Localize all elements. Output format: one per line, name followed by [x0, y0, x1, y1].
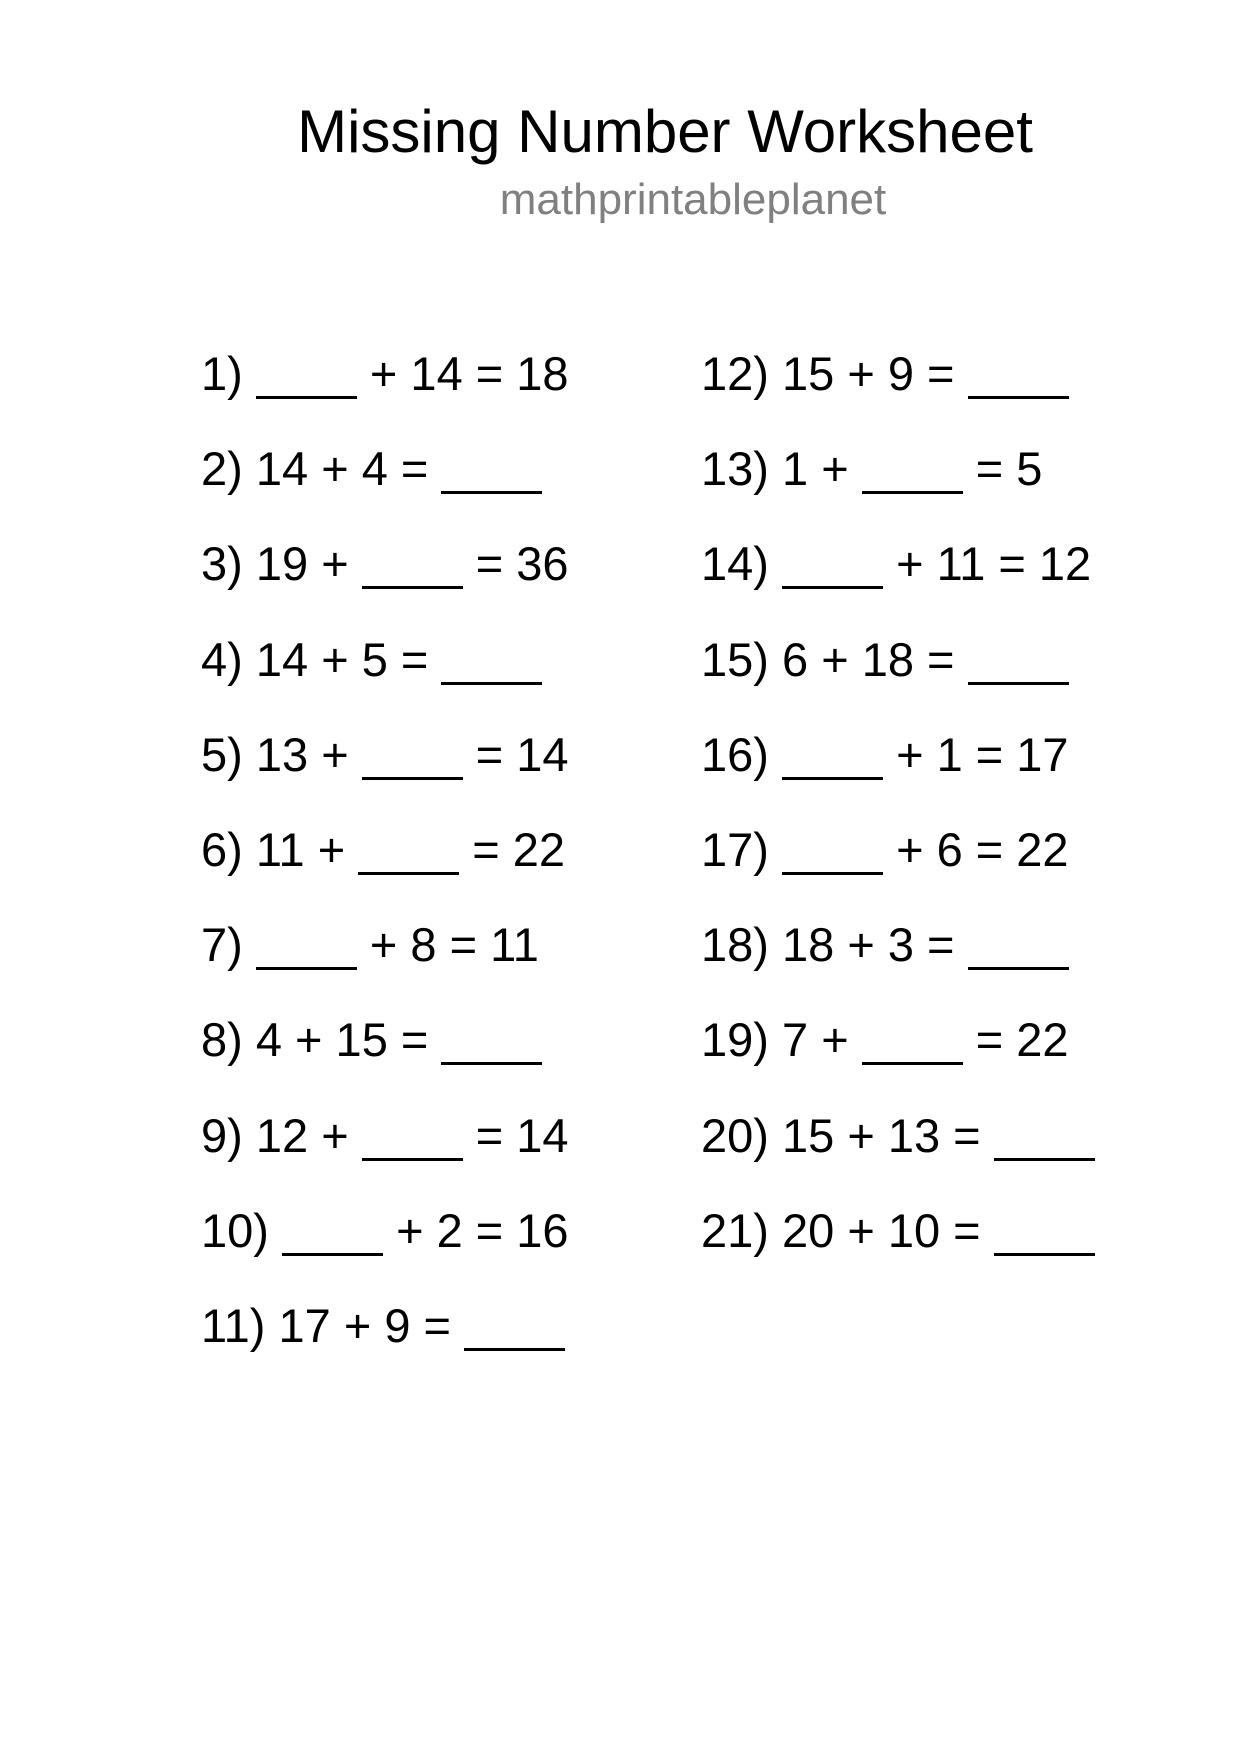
answer-blank[interactable] — [968, 647, 1069, 685]
problem-number: 13) — [701, 442, 769, 496]
problem-item — [701, 1012, 1095, 1107]
answer-blank[interactable] — [782, 551, 883, 589]
problem-item — [201, 727, 569, 822]
worksheet-title: Missing Number Worksheet — [297, 98, 1033, 165]
problem-expression: + 1 = 17 — [896, 727, 1069, 781]
answer-blank[interactable] — [256, 932, 357, 970]
answer-blank[interactable] — [362, 551, 463, 589]
problem-expression: 15 + 9 = — [782, 347, 955, 400]
problem-item — [201, 917, 569, 1012]
problem-number: 6) — [201, 822, 243, 876]
problem-number: 16) — [701, 727, 769, 781]
problem-item — [701, 822, 1095, 917]
problem-expression: 18 + 3 = — [782, 918, 955, 972]
problem-expression: + 2 = 16 — [396, 1203, 569, 1257]
problem-expression: 7 + — [782, 1013, 849, 1067]
problem-number: 12) — [701, 347, 769, 400]
answer-blank[interactable] — [862, 456, 963, 494]
problem-expression: 19 + — [255, 537, 349, 591]
answer-blank[interactable] — [862, 1027, 963, 1065]
problem-item — [201, 441, 569, 536]
problem-expression: = 14 — [475, 727, 569, 781]
problem-number: 1) — [201, 347, 243, 400]
answer-blank[interactable] — [782, 742, 883, 780]
problem-column-left — [201, 346, 569, 1393]
problem-item — [701, 727, 1095, 822]
answer-blank[interactable] — [441, 456, 542, 494]
problem-expression: 4 + 15 = — [255, 1013, 429, 1067]
answer-blank[interactable] — [362, 1123, 463, 1161]
problem-expression: 17 + 9 = — [278, 1298, 452, 1352]
problem-item — [201, 1012, 569, 1107]
problem-expression: = 36 — [475, 537, 569, 591]
problem-expression: 1 + — [782, 442, 849, 496]
problem-expression: = 22 — [975, 1013, 1069, 1067]
problem-expression: + 8 = 11 — [369, 918, 539, 972]
problem-number: 5) — [201, 727, 243, 781]
problem-expression: 13 + — [255, 727, 349, 781]
problem-item — [201, 536, 569, 631]
answer-blank[interactable] — [464, 1313, 565, 1351]
problem-item — [701, 632, 1095, 727]
answer-blank[interactable] — [968, 361, 1069, 399]
problem-expression: = 14 — [475, 1108, 569, 1162]
problem-number: 11) — [201, 1298, 266, 1352]
problem-expression: + 14 = 18 — [369, 347, 569, 400]
problem-expression: 14 + 4 = — [255, 442, 429, 496]
answer-blank[interactable] — [362, 742, 463, 780]
problem-number: 21) — [701, 1203, 769, 1257]
problem-expression: = 22 — [472, 822, 566, 876]
problem-item — [201, 632, 569, 727]
answer-blank[interactable] — [282, 1218, 383, 1256]
problem-item — [701, 1108, 1095, 1203]
problem-expression: 6 + 18 = — [782, 632, 955, 686]
problem-number: 4) — [201, 632, 243, 686]
problem-number: 9) — [201, 1108, 243, 1162]
problem-item — [201, 1203, 569, 1298]
problem-number: 7) — [201, 918, 243, 972]
problem-expression: 14 + 5 = — [255, 632, 429, 686]
problem-expression: 12 + — [255, 1108, 349, 1162]
problem-expression: 15 + 13 = — [782, 1108, 981, 1162]
problem-number: 14) — [701, 537, 769, 591]
problem-item — [701, 917, 1095, 1012]
problem-expression: + 11 = 12 — [896, 537, 1092, 591]
problem-number: 8) — [201, 1013, 243, 1067]
problem-item — [201, 1298, 569, 1393]
problem-item — [701, 346, 1095, 441]
problem-item — [701, 536, 1095, 631]
problem-item — [201, 346, 569, 441]
problem-number: 18) — [701, 918, 769, 972]
problem-expression: = 5 — [975, 442, 1043, 496]
answer-blank[interactable] — [994, 1123, 1095, 1161]
problem-number: 17) — [701, 822, 769, 876]
answer-blank[interactable] — [441, 1027, 542, 1065]
answer-blank[interactable] — [994, 1218, 1095, 1256]
answer-blank[interactable] — [358, 837, 459, 875]
problem-number: 2) — [201, 442, 243, 496]
problem-number: 10) — [201, 1203, 269, 1257]
problem-number: 3) — [201, 537, 243, 591]
problem-expression: 11 + — [255, 822, 346, 876]
problem-item — [201, 822, 569, 917]
problem-column-right — [701, 346, 1095, 1298]
problem-item — [701, 1203, 1095, 1298]
problem-expression: + 6 = 22 — [896, 822, 1069, 876]
answer-blank[interactable] — [256, 361, 357, 399]
problem-item — [701, 441, 1095, 536]
problem-number: 15) — [701, 632, 769, 686]
answer-blank[interactable] — [968, 932, 1069, 970]
answer-blank[interactable] — [782, 837, 883, 875]
worksheet-subtitle: mathprintableplanet — [499, 175, 887, 224]
problem-expression: 20 + 10 = — [782, 1203, 981, 1257]
problem-number: 19) — [701, 1013, 769, 1067]
problem-number: 20) — [701, 1108, 769, 1162]
problem-item — [201, 1108, 569, 1203]
answer-blank[interactable] — [441, 647, 542, 685]
